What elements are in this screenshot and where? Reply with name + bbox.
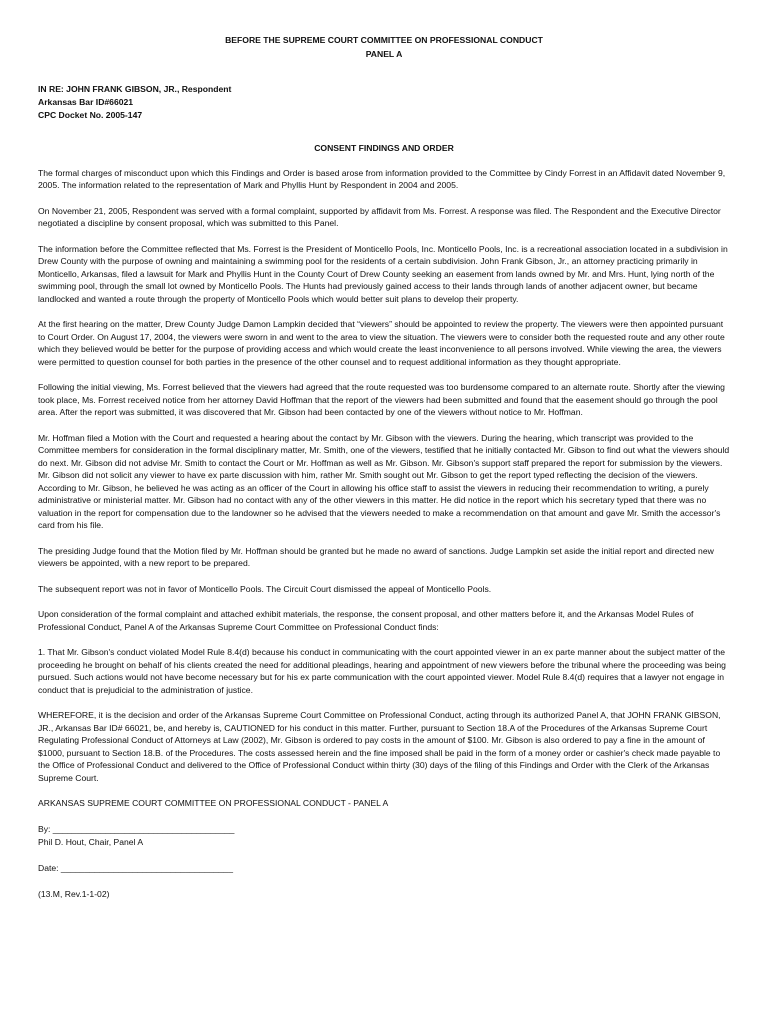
panel-heading: PANEL A <box>365 48 403 59</box>
paragraph-7: The presiding Judge found that the Motion filed by Mr. Hoffman should be granted but he made no award of sanctions. Judge Lampkin set aside the initial report and directed new viewers be appointed, with a new report to be prepared. <box>38 545 714 568</box>
docket-line: CPC Docket No. 2005-147 <box>38 110 143 120</box>
order-paragraph: WHEREFORE, it is the decision and order of the Arkansas Supreme Court Committee on Professional Conduct, acting through its authorized Panel A, that JOHN FRANK GIBSON, JR., Arkansas Bar ID# 66021, be, and hereby is, CAUTIONED for his conduct in this matter. Further, pursuant to Section 18.A of the Procedures of the Arkansas Supreme Court Regulating Professional Conduct of Attorneys at Law (2002), Mr. Gibson is ordered to pay costs in the amount of $100. Mr. Gibson is also ordered to pay a fine in the amount of $1000, pursuant to Section 18.B. of the Procedures. The costs assessed herein and the fine imposed shall be paid in the form of a money order or cashier's check made payable to the Office of Professional Conduct and delivered to the Office of Professional Conduct within thirty (30) days of the filing of this Findings and Order with the Clerk of the Arkansas Supreme Court. <box>38 710 721 783</box>
paragraph-3: The information before the Committee reflected that Ms. Forrest is the President of Monticello Pools, Inc. Monticello Pools, Inc. is a recreational association located in a subdivision in Drew County with the purpose of owning and maintaining a swimming pool for the residents of a certain subdivision. John Frank Gibson, Jr., an attorney practicing primarily in Monticello, Arkansas, filed a lawsuit for Mark and Phyllis Hunt in the County Court of Drew County seeking an easement from lands owned by Mr. and Mrs. Hunt, lying north of the swimming pool, through the small lot owned by Monticello Pools. The Hunts had previously gained access to their lands through lands of another adjacent owner, but became landlocked and wanted a route through the property of Monticello Pools which would better suit plans to develop their property. <box>38 243 728 304</box>
signature-block <box>38 823 730 849</box>
court-heading: BEFORE THE SUPREME COURT COMMITTEE ON PROFESSIONAL CONDUCT <box>225 35 543 45</box>
date-line: Date: ____________________________________ <box>38 862 233 873</box>
form-number: (13.M, Rev.1-1-02) <box>38 888 110 899</box>
paragraph-4: At the first hearing on the matter, Drew County Judge Damon Lampkin decided that “viewers” should be appointed to review the property. The viewers were then appointed pursuant to Court Order. On August 17, 2004, the viewers were sworn in and went to the area to view the situation. The viewers were to consider both the requested route and any other route which they believed would be better for the purpose of providing access and which would create the least inconvenience to all persons involved. While viewing the area, the viewers were permitted to question counsel for both parties in the presence of the other counsel and to request additional information as they thought appropriate. <box>38 319 725 367</box>
committee-signature-heading: ARKANSAS SUPREME COURT COMMITTEE ON PROFESSIONAL CONDUCT - PANEL A <box>38 798 389 808</box>
finding-1: 1. That Mr. Gibson's conduct violated Model Rule 8.4(d) because his conduct in communicating with the court appointed viewer in an ex parte manner about the subject matter of the proceeding he brought on behalf of his clients created the need for additional pleadings, hearing and appointment of new viewers before the tribunal where the proceeding was being pursued. Such actions would not have become necessary but for his ex parte communication with the court appointed viewer. Model Rule 8.4(d) requires that a lawyer not engage in conduct that is prejudicial to the administration of justice. <box>38 647 726 695</box>
paragraph-6: Mr. Hoffman filed a Motion with the Court and requested a hearing about the contact by Mr. Gibson with the viewers. During the hearing, which transcript was provided to the Committee members for consideration in the formal disciplinary matter, Mr. Smith, one of the viewers, testified that he initially contacted Mr. Gibson to find out what the viewers should do next. Mr. Gibson did not advise Mr. Smith to contact the Court or Mr. Hoffman as well as Mr. Gibson. Mr. Gibson's support staff prepared the report for submission by the viewers. Mr. Gibson did not solicit any viewer to have ex parte discussion with him, rather Mr. Smith sought out Mr. Gibson to get the report typed reflecting the decision of the viewers. According to Mr. Gibson, he believed he was acting as an officer of the Court in allowing his office staff to assist the viewers in reducing their recommendation to writing, a purely administrative or ministerial matter. Mr. Gibson had no contact with any of the other viewers in this matter. He did notice in the report which his secretary typed that there was no valuation in the report for compensation due to the landowner so he advised that the viewers needed to make a recommendation on that amount and gave Mr. Smith the accessor's card from his file. <box>38 432 730 530</box>
document-page <box>38 34 730 901</box>
document-title: CONSENT FINDINGS AND ORDER <box>314 143 454 153</box>
paragraph-1: The formal charges of misconduct upon which this Findings and Order is based arose from information provided to the Committee by Cindy Forrest in an Affidavit dated November 9, 2005. The information related to the representation of Mark and Phyllis Hunt by Respondent in 2004 and 2005. <box>38 167 726 190</box>
bar-id-line: Arkansas Bar ID#66021 <box>38 97 134 107</box>
paragraph-8: The subsequent report was not in favor of Monticello Pools. The Circuit Court dismissed the appeal of Monticello Pools. <box>38 583 492 594</box>
case-caption <box>38 83 730 122</box>
signature-by-line: By: ______________________________________ <box>38 823 235 834</box>
signatory-name: Phil D. Hout, Chair, Panel A <box>38 836 144 847</box>
paragraph-9: Upon consideration of the formal complaint and attached exhibit materials, the response, the consent proposal, and other matters before it, and the Arkansas Model Rules of Professional Conduct, Panel A of the Arkansas Supreme Court Committee on Professional Conduct finds: <box>38 609 694 632</box>
paragraph-5: Following the initial viewing, Ms. Forrest believed that the viewers had agreed that the route requested was too burdensome compared to an alternate route. Shortly after the viewing took place, Ms. Forrest received notice from her attorney David Hoffman that the report of the viewers had been submitted and found that the easement should go through the pool area. After the report was submitted, it was discovered that Mr. Gibson had been contacted by one of the viewers without notice to Mr. Hoffman. <box>38 382 725 417</box>
paragraph-2: On November 21, 2005, Respondent was served with a formal complaint, supported by affidavit from Ms. Forrest. A response was filed. The Respondent and the Executive Director negotiated a discipline by consent proposal, which was submitted to this Panel. <box>38 205 721 228</box>
respondent-line: IN RE: JOHN FRANK GIBSON, JR., Respondent <box>38 84 232 94</box>
